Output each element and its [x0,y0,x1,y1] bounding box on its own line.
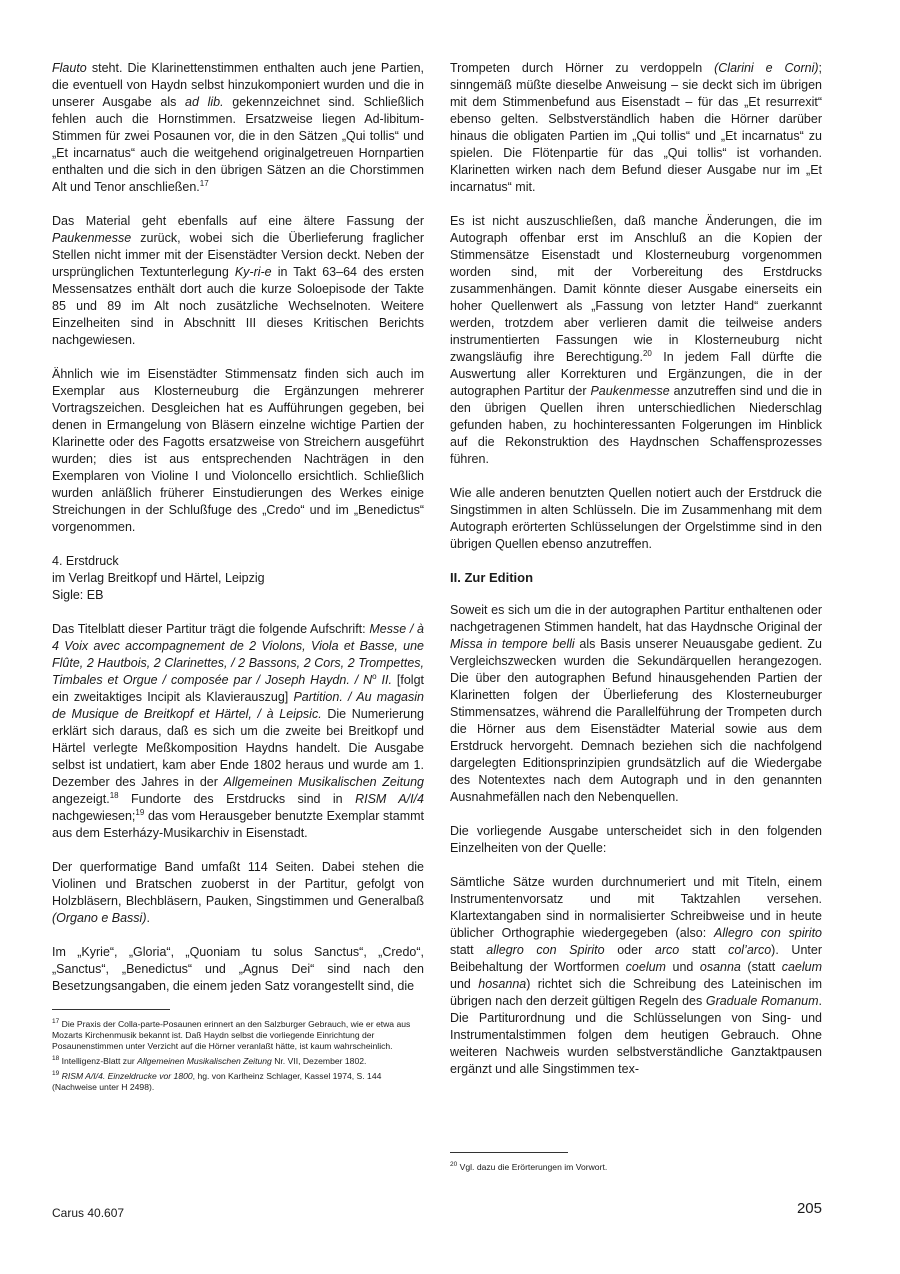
text-run: Es ist nicht auszuschließen, daß manche Änderungen, die im Autograph offenbar erst im Anschluß an die Kopien der Stimmensätze Eisenstadt und Klosterneuburg vorgenommen worden sind, mit der Vorbereitung des Erstdrucks zusammenhängen. Damit könnte dieser Ausgabe einerseits ein hoher Quellenwert als „Fassung von letzter Hand“ zuerkannt werden, trotzdem aber verlieren damit die teilweise anders instrumentierten Fassungen wie in Klosterneuburg nicht zwangsläufig ihre Berechtigung. [450,214,822,364]
text-run: , hg. von Karlheinz Schlager, Kassel 1974, S. 144 (Nachweise unter H 2498). [52,1070,382,1092]
italic-text: hosanna [478,977,527,991]
text-run: Fundorte des Erstdrucks sind in [118,792,356,806]
text-run: Ähnlich wie im Eisenstädter Stimmensatz finden sich auch im Exemplar aus Klosterneuburg die Ergänzungen mehrerer Vortragszeichen. Desgleichen hat es Aufführungen gegeben, bei denen in Ermangelung von Bläsern einzelne wichtige Partien der Klarinette oder des Fagotts ersatzweise von Streichern ausgeführt wurden; dies ist aus entsprechenden Nachträgen in den Exemplaren von Violine I und Violoncello ersichtlich. Schließlich wurden anläßlich früherer Einstudierungen des Werkes einige Streichungen in der Schlußfuge des „Credo“ und im „Benedictus“ vorgenommen. [52,367,424,534]
text-run: Soweit es sich um die in der autographen Partitur enthaltenen oder nachgetragenen Stimmen handelt, hat das Haydnsche Original der [450,603,822,634]
italic-text: Missa in tempore belli [450,637,575,651]
text-run: ) richtet sich die Schreibung des Lateinischen im übrigen nach den derzeit gültigen Regeln des [450,977,822,1008]
italic-text: Paukenmesse [52,231,132,245]
footnote-text [62,1056,367,1066]
footnote-20 [450,1159,822,1173]
text-run: Vgl. dazu die Erörterungen im Vorwort. [459,1161,608,1172]
italic-text: Allgemeinen Musikalischen Zeitung [137,1055,272,1066]
text-run: angezeigt. [52,792,110,806]
publisher-catalog-number: Carus 40.607 [52,1206,125,1220]
text-run: steht. Die Klarinettenstimmen enthalten auch jene Partien, die eventuell von Haydn selbst hinzukomponiert wurden und die in unserer Ausgabe als [52,61,424,109]
text-run: . Die Partiturordnung und die Schlüsselungen von Sing- und Instrumentalstimmen folgen dem heutigen Gebrauch. Ohne weiteren Nachweis wurden selbstverständliche Ganztaktpausen ergänzt und alle Singstimmen tex- [450,994,822,1076]
footnote-text [52,1071,381,1092]
italic-text: (Organo e Bassi) [52,911,147,925]
italic-text: Paukenmesse [590,384,670,398]
italic-text: Ky-ri-e [234,265,272,279]
text-run: anzutreffen sind und die in den übrigen Quellen ihren unterschiedlichen Niederschlag gefunden haben, zu hochinteressanten Folgerungen im Hinblick auf die Rekonstruktion des Haydnschen Schaffensprozesses führen. [450,384,822,466]
italic-text: RISM A/I/4 [355,792,424,806]
footnote-separator [450,1152,568,1153]
text-run: und [665,960,700,974]
italic-text: osanna [699,960,741,974]
text-run: und [450,977,479,991]
text-run: (statt [740,960,782,974]
italic-text: coelum [625,960,666,974]
italic-text: (Clarini e Corni) [714,61,819,75]
text-run: Intelligenz-Blatt zur [61,1055,138,1066]
text-run: statt [679,943,729,957]
text-run: Der querformatige Band umfaßt 114 Seiten. Dabei stehen die Violinen und Bratschen zuoberst in der Partitur, gefolgt von Holzbläsern, Blechbläsern, Pauken, Singstimmen und Generalbaß [52,860,424,908]
section-heading: II. Zur Edition [450,570,534,585]
paragraph [52,621,424,842]
text-run: Im „Kyrie“, „Gloria“, „Quoniam tu solus Sanctus“, „Credo“, „Sanctus“, „Benedictus“ und „Agnus Dei“ sind nach den Besetzungsangaben, die einem jeden Satz vorangestellt sind, die [52,945,424,993]
source-siglum: Sigle: EB [52,588,104,602]
page-number: 205 [796,1200,822,1217]
footnote-separator [52,1009,170,1010]
paragraph [450,213,822,468]
text-run: Sämtliche Sätze wurden durchnumeriert und mit Titeln, einem Instrumentenvorsatz und mit Taktzahlen versehen. Klartextangaben sind in normalisierter Schreibweise und in heute üblicher Orthographie wiedergegeben (also: [450,875,822,940]
text-run: das vom Herausgeber benutzte Exemplar stammt aus dem Esterházy-Musikarchiv in Eisenstadt. [52,809,424,840]
text-run: . [146,911,150,925]
footnote-19 [52,1068,424,1093]
text-run: Trompeten durch Hörner zu verdoppeln [450,61,715,75]
text-run: zurück, wobei sich die Überlieferung fraglicher Stellen nicht immer mit der Eisenstädter Version deckt. Neben der ursprünglichen Textunterlegung [52,231,424,279]
footnote-ref: 17 [199,178,209,188]
footnote-ref: 20 [642,348,652,358]
text-run: nachgewiesen; [52,809,136,823]
footnote-17 [52,1016,424,1052]
italic-text: caelum [781,960,823,974]
paragraph [52,213,424,349]
italic-text: Flauto [52,61,87,75]
text-run: Das Material geht ebenfalls auf eine ältere Fassung der [52,214,424,228]
italic-text: Graduale Romanum [705,994,819,1008]
italic-text: arco [654,943,680,957]
text-run: Wie alle anderen benutzten Quellen notiert auch der Erstdruck die Singstimmen in alten Schlüsseln. Die im Zusammenhang mit dem Autograph erörterten Schlüsselungen der Orgelstimme sind in den übrigen Quellen ebenso anzutreffen. [450,486,822,551]
italic-text: Partition. / Au magasin de Musique de Breitkopf et Härtel, / à Leipsic. [52,690,424,721]
right-column [450,60,822,1078]
text-run: In jedem Fall dürfte die Auswertung aller Korrekturen und Ergänzungen, die in der autographen Partitur der [450,350,822,398]
footnote-ref: o [372,671,377,681]
footnote-18 [52,1053,424,1067]
text-run: [folgt ein zweitaktiges Incipit als Klavierauszug] [52,673,424,704]
text-run: oder [604,943,655,957]
paragraph [450,874,822,1078]
italic-text: II. [376,673,392,687]
source-publisher: im Verlag Breitkopf und Härtel, Leipzig [52,571,265,585]
footnote-label: 19 [52,1069,60,1077]
footnote-label: 20 [450,1161,458,1168]
italic-text: Messe / à 4 Voix avec accompagnement de 2 Violons, Viola et Basse, une Flûte, 2 Hautbois, 2 Clarinettes, / 2 Bassons, 2 Cors, 2 Trompettes, Timbales et Orgue / composée par / Joseph Haydn. / N [52,622,425,687]
text-run: statt [450,943,487,957]
text-run: Die vorliegende Ausgabe unterscheidet sich in den folgenden Einzelheiten von der Quelle: [450,824,822,855]
italic-text: RISM A/I/4. Einzeldrucke vor 1800 [61,1070,193,1081]
paragraph [52,366,424,536]
text-run: ). Unter Beibehaltung der Wortformen [450,943,822,974]
source-description [52,553,424,604]
footnote-ref: 18 [109,790,119,800]
paragraph [52,60,424,196]
italic-text: Allegro con spirito [713,926,822,940]
text-run: in Takt 63–64 des ersten Messensatzes enthält dort auch die kurze Soloepisode der Takte 85 und 89 im Alt noch zusätzliche Wechselnoten. Weitere Einzelheiten sind in Abschnitt III dieses Kritischen Berichts nachgewiesen. [52,265,424,347]
paragraph [52,859,424,927]
text-run: als Basis unserer Neuausgabe gedient. Zu Vergleichszwecken wurden die Sekundärquellen herangezogen. Die über den autographen Befund hinausgehenden Partien der Klarinetten folgen der Überlieferung des Klosterneuburger Stimmensatzes, während die Parallelführung der Trompeten durch die Hörner aus dem Eisenstädter Material sowie aus dem Erstdruck hervorgeht. Demnach beziehen sich die nachfolgend dargelegten Editionsprinzipien grundsätzlich auf die Wiedergabe des Notentextes nach dem Autograph und in den genannten Ausnahmefällen nach den Nebenquellen. [450,637,822,804]
paragraph [450,485,822,553]
italic-text: allegro con Spirito [486,943,605,957]
right-footnotes [450,1138,822,1174]
left-column [52,60,424,1094]
text-run: Nr. VII, Dezember 1802. [271,1055,367,1066]
italic-text: col’arco [728,943,772,957]
text-run: gekennzeichnet sind. Schließlich fehlen auch die Hornstimmen. Ersatzweise liegen Ad-libitum-Stimmen für zwei Posaunen vor, die in den Sätzen „Qui tollis“ und „Et incarnatus“ auch die weitgehend originalgetreuen Hornpartien enthalten und die sich in den übrigen Sätzen an die Chorstimmen Alt und Tenor anschließen. [52,95,425,194]
text-run: Die Numerierung erklärt sich daraus, daß es sich um die zweite bei Breitkopf und Härtel verlegte Meßkomposition Haydns handelt. Die Ausgabe selbst ist undatiert, kam aber Ende 1802 heraus und wurde am 1. Dezember des Jahres in der [52,707,424,789]
text-run: Die Praxis der Colla-parte-Posaunen erinnert an den Salzburger Gebrauch, wie er etwa aus Mozarts Kirchenmusik bekannt ist. Daß Haydn selbst die vorliegende Einrichtung der Posaunenstimmen unter Verzicht auf die Hörner veranlaßt hätte, ist kaum wahrscheinlich. [52,1018,411,1051]
text-run: ; sinngemäß müßte dieselbe Anweisung – sie deckt sich im übrigen mit dem Stimmenbefund aus Eisenstadt – für das „Et resurrexit“ ebenso gelten. Selbstverständlich haben die Hörner darüber hinaus die obligaten Partien im „Qui tollis“ und „Et incarnatus“ zu spielen. Die Flötenpartie für das „Qui tollis“ ist vorhanden. Klarinetten wirken nach dem Befund dieser Ausgabe nur im „Et incarnatus“ mit. [450,61,823,194]
text-run: Das Titelblatt dieser Partitur trägt die folgende Aufschrift: [52,622,370,636]
paragraph [450,823,822,857]
footnote-ref: 19 [135,807,145,817]
footnote-text [460,1162,608,1172]
paragraph [52,944,424,995]
italic-text: Allgemeinen Musikalischen Zeitung [223,775,424,789]
footnote-label: 18 [52,1054,60,1062]
footnote-text [52,1019,410,1051]
footnote-label: 17 [52,1018,60,1025]
paragraph [450,602,822,806]
source-title: 4. Erstdruck [52,554,119,568]
paragraph [450,60,822,196]
italic-text: ad lib. [185,95,224,109]
